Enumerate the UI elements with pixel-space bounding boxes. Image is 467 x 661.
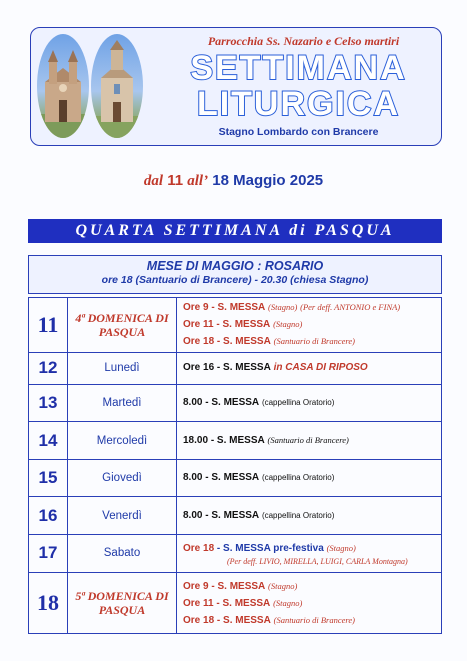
event-line xyxy=(183,540,441,557)
event-line xyxy=(183,470,441,486)
day-name: Lunedì xyxy=(68,352,177,384)
event-text: - S. MESSA xyxy=(205,509,260,521)
day-name: Venerdì xyxy=(68,497,177,534)
events-cell xyxy=(177,534,442,572)
table-row xyxy=(29,573,442,634)
date-all: all’ xyxy=(187,173,209,189)
events-cell xyxy=(177,385,442,422)
date-range xyxy=(0,172,467,190)
place-name: Stagno Lombardo con Brancere xyxy=(218,126,379,138)
event-location: (Stagno) xyxy=(268,302,298,313)
event-time: 8.00 xyxy=(183,472,203,484)
day-name: 4ª DOMENICA DI PASQUA xyxy=(68,298,177,353)
event-time: Ore 18 xyxy=(183,614,215,626)
day-name: 5ª DOMENICA DI PASQUA xyxy=(68,573,177,634)
rosary-title: MESE DI MAGGIO : ROSARIO xyxy=(146,259,324,273)
table-row xyxy=(29,422,442,459)
events-cell xyxy=(177,352,442,384)
event-line xyxy=(183,333,441,350)
date-dal: dal xyxy=(143,173,164,189)
event-time: Ore 16 xyxy=(183,362,215,374)
event-location: (Stagno) xyxy=(268,580,298,591)
event-location: (Stagno) xyxy=(326,542,356,553)
event-text: - S. MESSA xyxy=(211,302,266,314)
event-time: Ore 9 xyxy=(183,580,209,592)
events-cell xyxy=(177,497,442,534)
day-number: 18 xyxy=(29,573,68,634)
day-name: Martedì xyxy=(68,385,177,422)
day-number: 14 xyxy=(29,422,68,459)
table-row xyxy=(29,385,442,422)
event-line xyxy=(183,395,441,411)
parish-name: Parrocchia Ss. Nazario e Celso martiri xyxy=(207,34,400,48)
date-from-day: 11 xyxy=(167,172,184,189)
table-row xyxy=(29,497,442,534)
events-cell xyxy=(177,422,442,459)
table-row xyxy=(29,534,442,572)
event-text: - S. MESSA xyxy=(205,397,260,409)
event-line xyxy=(183,595,441,612)
event-time: Ore 11 xyxy=(183,597,214,609)
date-to: 18 Maggio 2025 xyxy=(212,172,324,189)
schedule-table xyxy=(28,297,442,634)
event-line xyxy=(183,316,441,333)
day-number: 17 xyxy=(29,534,68,572)
header-box xyxy=(30,27,442,146)
event-line xyxy=(183,508,441,524)
title-liturgica: LITURGICA xyxy=(196,85,401,123)
event-text: - S. MESSA xyxy=(210,435,265,447)
event-location: (Stagno) xyxy=(273,597,303,608)
event-time: Ore 11 xyxy=(183,319,214,331)
event-time: 8.00 xyxy=(183,509,203,521)
event-location: (cappellina Oratorio) xyxy=(261,510,335,520)
events-cell xyxy=(177,459,442,496)
event-location: (Santuario di Brancere) xyxy=(267,435,349,446)
church-illustration-1 xyxy=(37,34,89,138)
event-text: - S. MESSA pre-festiva xyxy=(216,542,324,554)
church-photo-stagno xyxy=(37,34,89,138)
event-text: - S. MESSA xyxy=(216,336,271,348)
event-line xyxy=(183,360,441,376)
event-text: - S. MESSA xyxy=(216,614,271,626)
church-photo-brancere xyxy=(91,34,143,138)
event-time: 8.00 xyxy=(183,397,203,409)
day-number: 11 xyxy=(29,298,68,353)
rosary-box xyxy=(28,255,442,294)
event-time: 18.00 xyxy=(183,435,209,447)
event-location: (cappellina Oratorio) xyxy=(261,398,335,408)
event-note: (Per deff. ANTONIO e FINA) xyxy=(300,302,401,313)
event-text: - S. MESSA xyxy=(211,580,266,592)
day-number: 15 xyxy=(29,459,68,496)
event-text: - S. MESSA xyxy=(216,362,271,374)
week-title-band: QUARTA SETTIMANA di PASQUA xyxy=(28,219,442,243)
events-cell xyxy=(177,573,442,634)
title-settimana: SETTIMANA xyxy=(190,49,407,87)
event-line xyxy=(183,612,441,629)
events-cell xyxy=(177,298,442,353)
event-location: (Stagno) xyxy=(273,319,303,330)
event-time: Ore 18 xyxy=(183,336,215,348)
event-line xyxy=(183,299,441,316)
event-time: Ore 9 xyxy=(183,302,209,314)
event-note: (Per deff. LIVIO, MIRELLA, LUIGI, CARLA Montagna) xyxy=(227,556,408,566)
event-text: - S. MESSA xyxy=(205,472,260,484)
event-line xyxy=(183,578,441,595)
event-location: in CASA DI RIPOSO xyxy=(273,362,368,374)
church-illustration-2 xyxy=(91,34,143,138)
day-name: Sabato xyxy=(68,534,177,572)
event-text: - S. MESSA xyxy=(216,319,271,331)
event-location: (cappellina Oratorio) xyxy=(261,473,335,483)
day-number: 16 xyxy=(29,497,68,534)
event-location: (Santuario di Brancere) xyxy=(273,614,355,625)
table-row xyxy=(29,459,442,496)
day-number: 13 xyxy=(29,385,68,422)
table-row xyxy=(29,298,442,353)
event-text: - S. MESSA xyxy=(216,597,271,609)
event-location: (Santuario di Brancere) xyxy=(273,336,355,347)
day-number: 12 xyxy=(29,352,68,384)
day-name: Mercoledì xyxy=(68,422,177,459)
table-row xyxy=(29,352,442,384)
event-line xyxy=(183,432,441,449)
event-time: Ore 18 xyxy=(183,542,215,554)
rosary-times: ore 18 (Santuario di Brancere) - 20.30 (chiesa Stagno) xyxy=(101,274,369,286)
day-name: Giovedì xyxy=(68,459,177,496)
